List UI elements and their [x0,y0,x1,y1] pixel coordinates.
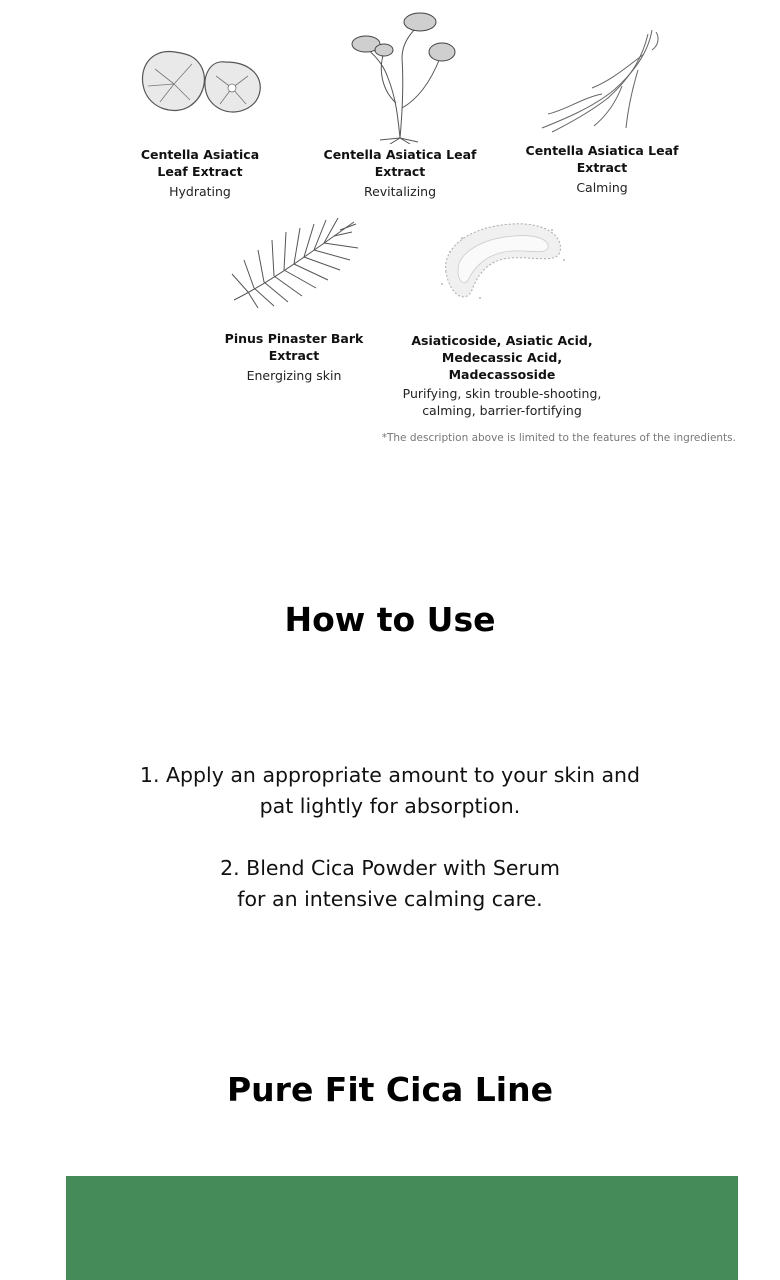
product-line-banner [66,1176,738,1280]
ingredient-item [320,8,480,200]
ingredient-benefit: Calming [576,180,628,195]
how-to-use-steps [0,760,780,946]
ingredient-item [214,210,374,384]
ingredient-benefit: Revitalizing [363,184,437,199]
ingredient-item [392,212,612,419]
step-item: 1. Apply an appropriate amount to your skin and pat lightly for absorption. [139,763,641,818]
ingredient-benefit: Hydrating [169,184,231,199]
ingredient-name: Centella Asiatica Leaf Extract [140,147,260,179]
ingredient-name: Asiaticoside, Asiatic Acid, Medecassic Acid, Madecassoside [411,333,593,382]
ingredient-name: Centella Asiatica Leaf Extract [525,143,679,175]
ingredient-benefit: Purifying, skin trouble-shooting, calming, barrier-fortifying [402,386,602,418]
ingredient-benefit: Energizing skin [246,368,342,383]
step-item: 2. Blend Cica Powder with Serum for an intensive calming care. [220,856,560,911]
ingredient-name: Centella Asiatica Leaf Extract [323,147,477,179]
ingredients-disclaimer: *The description above is limited to the features of the ingredients. [381,432,736,444]
ingredient-name: Pinus Pinaster Bark Extract [224,331,364,363]
centella-plant-icon [340,8,460,144]
product-line-title: Pure Fit Cica Line [226,1070,553,1109]
ingredient-item [522,24,682,196]
how-to-use-title: How to Use [284,600,496,639]
centella-root-icon [532,24,672,136]
pine-branch-icon [224,210,364,310]
centella-leaves-icon [130,34,270,134]
ingredient-item [120,34,280,200]
powder-swatch-icon [432,212,572,308]
